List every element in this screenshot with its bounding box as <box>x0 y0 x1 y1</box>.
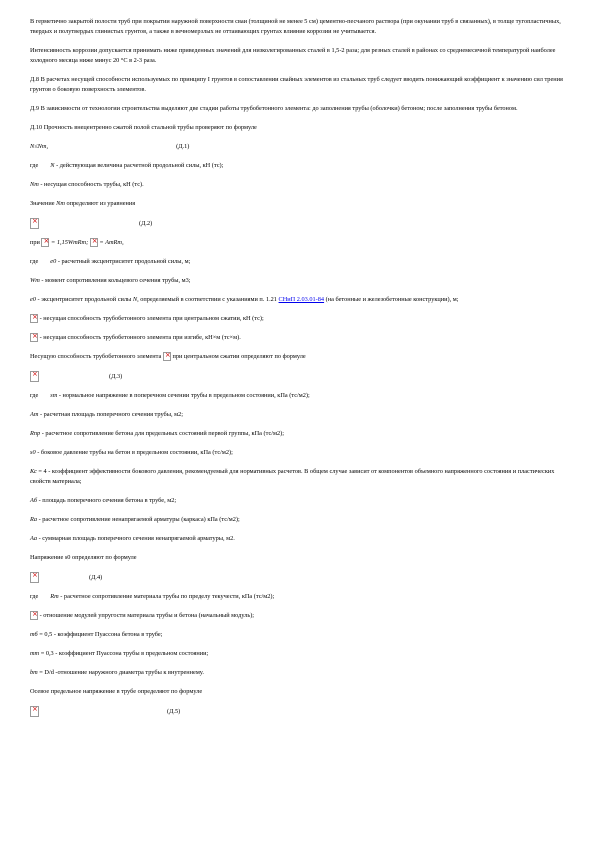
definition-Rpr: Rпр - расчетное сопротивление бетона для предельных состояний первой группы, кПа (тс/м2); <box>30 430 284 437</box>
definition-bending-capacity: × - несущая способность трубобетонного элемента при изгибе, кН×м (тс×м). <box>30 333 570 343</box>
definition-Aa: Aа - суммарная площадь поперечного сечения ненапрягаемой арматуры, м2. <box>30 535 235 542</box>
definition-At: Aт - расчетная площадь поперечного сечения трубы, м2; <box>30 411 183 418</box>
formula-d4 <box>30 572 570 583</box>
formula-image-icon <box>30 218 39 229</box>
formula-d5-number: (Д.5) <box>167 707 181 715</box>
definition-Rt: где Rт - расчетное сопротивление материала трубы по пределу текучести, кПа (тс/м2); <box>30 593 275 600</box>
formula-d4-number: (Д.4) <box>89 573 103 581</box>
definition-N: где N - действующая величина расчетной продольной силы, кН (тс); <box>30 162 224 169</box>
formula-image-icon <box>90 238 98 247</box>
formula-d1-expression: N≤Nт, <box>30 143 49 150</box>
formula-d3 <box>30 371 570 382</box>
formula-image-icon <box>30 572 39 583</box>
paragraph-d10: Д.10 Прочность внецентренно сжатой полой стальной трубы проверяют по формуле <box>30 124 257 131</box>
formula-image-icon <box>30 371 39 382</box>
definition-Kc: Кс = 4 - коэффициент эффективности бокового давления, рекомендуемый для нормативных расчетов. В общем случае зависит от компонентов объемного напряженного состояния и пластических свойств материала; <box>30 468 555 485</box>
formula-d3-number: (Д.3) <box>109 372 123 380</box>
definition-Ra: Rа - расчетное сопротивление ненапрягаемой арматуры (каркаса) кПа (тс/м2); <box>30 516 240 523</box>
formula-d2-number: (Д.2) <box>139 219 153 227</box>
snip-link[interactable]: СНиП 2.03.01-84 <box>278 296 325 303</box>
paragraph-nt-value: Значение Nт определяют из уравнения <box>30 200 136 207</box>
formula-d2-conditions: при × = 1,15WтRт; × = AтRт, <box>30 238 570 248</box>
formula-d1-number: (Д.1) <box>176 143 190 150</box>
formula-image-icon <box>30 314 38 323</box>
formula-image-icon <box>163 352 171 361</box>
definition-central-capacity: × - несущая способность трубобетонного элемента при центральном сжатии, кН (тс); <box>30 314 570 324</box>
formula-image-icon <box>30 333 38 342</box>
document-page <box>30 17 570 726</box>
formula-d2 <box>30 218 570 229</box>
formula-d1 <box>30 142 570 152</box>
paragraph-s0-formula: Напряжение s0 определяют по формуле <box>30 554 137 561</box>
formula-d5 <box>30 706 570 717</box>
definition-Ab: Aб - площадь поперечного сечения бетона в трубе, м2; <box>30 497 177 504</box>
paragraph-capacity-formula: Несущую способность трубобетонного элемента × при центральном сжатии определяют по формуле <box>30 352 570 362</box>
formula-image-icon <box>41 238 49 247</box>
paragraph-corrosion-intensity: Интенсивность коррозии допускается принимать ниже приведенных значений для низколегированных сталей в 1,5-2 раза; для резных сталей в районах со среднемесячной температурой наиболее холодного месяца ниже минус 20 °С в 2-3 раза. <box>30 47 556 64</box>
paragraph-d8: Д.8 В расчетах несущей способности используемых по принципу I грунтов в сопоставлении свайных элементов из стальных труб следует вводить понижающий коэффициент к значению сил трения грунтов о боковую поверхность элементов. <box>30 76 563 93</box>
formula-image-icon <box>30 706 39 717</box>
definition-mt: mт = 0,3 - коэффициент Пуассона трубы в предельном состоянии; <box>30 650 209 657</box>
definition-modulus-ratio: × - отношение модулей упругости материала трубы и бетона (начальный модуль); <box>30 611 570 621</box>
formula-image-icon <box>30 611 38 620</box>
definition-st: где sт - нормальное напряжение в поперечном сечении трубы в предельном состоянии, кПа (тс/м2); <box>30 392 310 399</box>
definition-mb: mб = 0,5 - коэффициент Пуассона бетона в трубе; <box>30 631 163 638</box>
definition-s0: s0 - боковое давление трубы на бетон в предельном состоянии, кПа (тс/м2); <box>30 449 233 456</box>
definition-e0-eccentricity: e0 - эксцентриситет продольной силы N, определяемый в соответствии с указаниями п. 1.21 СНиП 2.03.01-84 (на бетонные и железобетонные конструкции), м; <box>30 296 459 303</box>
paragraph-d9: Д.9 В зависимости от технологии строительства выделяют две стадии работы трубобетонного элемента: до заполнения трубы (оболочки) бетоном; после заполнения трубы бетоном. <box>30 105 518 112</box>
definition-Wt: Wт - момент сопротивления кольцевого сечения трубы, м3; <box>30 277 191 284</box>
definition-bt: bт = D/d -отношение наружного диаметра трубы к внутреннему. <box>30 669 204 676</box>
paragraph-axial-stress: Осевое предельное напряжение в трубе определяют по формуле <box>30 688 203 695</box>
definition-Nt: Nт - несущая способность трубы, кН (тс). <box>30 181 144 188</box>
definition-e0: где e0 - расчетный эксцентриситет продольной силы, м; <box>30 258 191 265</box>
paragraph-corrosion-note: В герметично закрытой полости труб при покрытии наружной поверхности сваи (толщиной не менее 5 см) цементно-песчаного раствора (при окунании труб в связанных), в толще тугопластичных, твердых и полутвердых глинистых грунтов, а также в вечномерзлых не оттаивающих грунтах влияние коррозии не учитывается. <box>30 18 561 35</box>
